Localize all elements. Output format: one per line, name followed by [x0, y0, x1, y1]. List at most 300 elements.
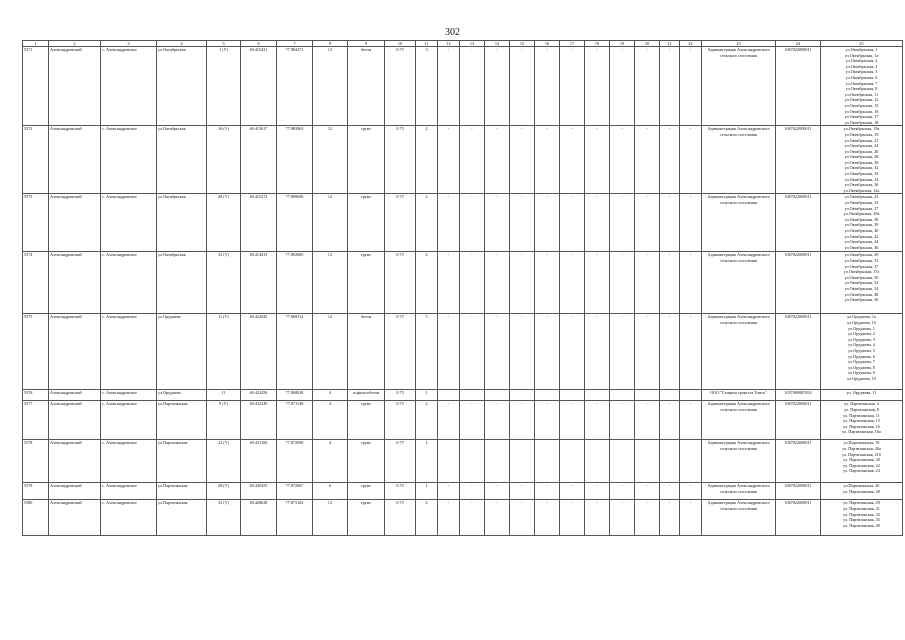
cell-inn: 1067022000011 — [776, 500, 821, 536]
cell-district: Александровский — [49, 483, 101, 500]
cell-empty: - — [635, 252, 660, 314]
cell-empty: - — [438, 500, 460, 536]
cell-vol: 0.75 — [385, 500, 416, 536]
cell-empty — [560, 390, 585, 401]
cell-house: 32 (У) — [207, 500, 241, 536]
column-number: 18 — [585, 41, 610, 47]
cell-district: Александровский — [49, 47, 101, 126]
street-address: ул.Оруджева, 9 — [848, 370, 875, 376]
cell-empty — [510, 390, 535, 401]
cell-empty — [610, 440, 635, 483]
cell-empty: - — [560, 252, 585, 314]
cell-area: 4 — [313, 440, 348, 483]
cell-empty: - — [680, 126, 702, 194]
street-address: ул. Партизанская, 4 — [844, 401, 879, 407]
table-row — [23, 314, 903, 390]
cell-empty: - — [560, 401, 585, 440]
cell-empty — [635, 390, 660, 401]
cell-lat: 60.422456 — [241, 390, 277, 401]
cell-empty: - — [635, 314, 660, 390]
cell-inn: 1067022000011 — [776, 47, 821, 126]
cell-empty: - — [485, 483, 510, 500]
street-address: ул. Партизанская, 24 — [843, 468, 880, 474]
street-address: ул.Октябрьская, 27 — [844, 205, 879, 211]
table-row — [23, 390, 903, 401]
cell-empty: - — [510, 252, 535, 314]
cell-empty: - — [535, 47, 560, 126]
street-address: ул.Октябрьская, 56 — [844, 297, 879, 303]
cell-streets — [821, 440, 903, 483]
cell-empty: - — [610, 500, 635, 536]
cell-empty: - — [560, 314, 585, 390]
column-number: 8 — [313, 41, 348, 47]
cell-vol: 0.75 — [385, 440, 416, 483]
cell-empty: - — [660, 401, 680, 440]
column-number: 25 — [821, 41, 903, 47]
cell-empty — [510, 440, 535, 483]
street-address: ул.Октябрьская, 29 — [844, 252, 879, 258]
street-address: ул.Октябрьская, 36 — [844, 182, 879, 188]
cell-empty — [438, 390, 460, 401]
cell-owner: Администрация Александровского сельского поселения — [702, 194, 776, 252]
street-address: ул.Оруджева, 8 — [848, 364, 875, 370]
cell-house: 9 (У) — [207, 401, 241, 440]
cell-empty: - — [660, 194, 680, 252]
column-number: 17 — [560, 41, 585, 47]
cell-empty: - — [535, 126, 560, 194]
cell-id: 5574 — [23, 252, 49, 314]
street-address: ул.Октябрьская, 6 — [845, 74, 878, 80]
cell-empty: - — [680, 194, 702, 252]
cell-id: 5575 — [23, 314, 49, 390]
cell-empty: - — [510, 483, 535, 500]
street-address: ул. Партизанская, 29 — [843, 500, 880, 506]
column-number: 7 — [277, 41, 313, 47]
cell-empty — [585, 390, 610, 401]
cell-empty: - — [680, 500, 702, 536]
street-address: ул.Октябрьская, 48 — [844, 291, 879, 297]
cell-empty: - — [485, 401, 510, 440]
cell-house: 11 (У) — [207, 314, 241, 390]
street-address: ул.Октябрьская, 4 — [845, 63, 878, 69]
cell-empty: - — [585, 314, 610, 390]
cell-locality: с. Александровское — [101, 314, 157, 390]
street-address: ул.Октябрьская, 33 — [844, 171, 879, 177]
cell-district: Александровский — [49, 440, 101, 483]
street-address: ул.Октябрьская, 23 — [844, 194, 879, 200]
cell-count: 1 — [416, 390, 438, 401]
cell-owner: ООО "Газпром трансгаз Томск" — [702, 390, 776, 401]
cell-inn: 1037000087654 — [776, 390, 821, 401]
cell-locality: с. Александровское — [101, 194, 157, 252]
cell-streets — [821, 500, 903, 536]
cell-empty: - — [460, 483, 485, 500]
cell-empty — [585, 440, 610, 483]
street-address: ул.Октябрьская, 12 — [844, 97, 879, 103]
cell-empty: - — [460, 500, 485, 536]
column-number: 5 — [207, 41, 241, 47]
cell-inn: 1067022000011 — [776, 126, 821, 194]
cell-streets — [821, 47, 903, 126]
cell-lon: 77.873102 — [277, 500, 313, 536]
street-address: ул.Октябрьская, 42 — [844, 233, 879, 239]
street-address: ул.Оруджева, 1б — [847, 320, 876, 326]
street-address: ул. Партизанская, 40 — [843, 522, 880, 528]
street-address: ул.Оруджева, 10 — [847, 375, 876, 381]
street-address: ул.Октябрьская, 52 — [844, 280, 879, 286]
cell-empty: - — [680, 401, 702, 440]
cell-empty: - — [535, 194, 560, 252]
cell-empty: - — [610, 483, 635, 500]
street-address: ул.Оруджева, 2 — [848, 331, 875, 337]
cell-empty: - — [680, 252, 702, 314]
cell-empty: - — [660, 483, 680, 500]
cell-area: 12 — [313, 47, 348, 126]
cell-owner: Администрация Александровского сельского поселения — [702, 252, 776, 314]
street-address: ул. Партизанская, 16a — [842, 429, 881, 435]
street-address: ул.Октябрьская, 11 — [844, 91, 879, 97]
cell-lat: 60.431106 — [241, 440, 277, 483]
street-address: ул. Партизанская, 22 — [843, 462, 880, 468]
cell-empty: - — [535, 401, 560, 440]
street-address: ул. Партизанская, 20a — [842, 446, 881, 452]
cell-empty: - — [535, 483, 560, 500]
column-number: 13 — [460, 41, 485, 47]
cell-locality: с. Александровское — [101, 390, 157, 401]
cell-area: 12 — [313, 314, 348, 390]
cell-empty — [635, 440, 660, 483]
cell-empty: - — [660, 47, 680, 126]
cell-empty: - — [485, 194, 510, 252]
cell-id: 5571 — [23, 47, 49, 126]
street-address: ул.Октябрьская, 37a — [843, 269, 880, 275]
cell-surface: грунт — [348, 194, 385, 252]
cell-count: 2 — [416, 401, 438, 440]
street-address: ул.Оруджева, 7 — [848, 359, 875, 365]
cell-vol: 0.75 — [385, 314, 416, 390]
cell-empty: - — [438, 252, 460, 314]
cell-district: Александровский — [49, 194, 101, 252]
cell-vol: 0.75 — [385, 194, 416, 252]
street-address: ул.Октябрьская, 40 — [844, 228, 879, 233]
street-address: ул.Октябрьская, 28 — [844, 154, 879, 160]
cell-empty: - — [438, 194, 460, 252]
cell-lon: 77.889696 — [277, 194, 313, 252]
page-number: 302 — [445, 27, 460, 38]
street-address: ул. Партизанская, 15 — [843, 418, 880, 424]
street-address: ул.Октябрьская, 16 — [844, 108, 879, 114]
cell-lon: 77.868028 — [277, 390, 313, 401]
column-number: 6 — [241, 41, 277, 47]
cell-empty: - — [635, 194, 660, 252]
cell-inn: 1067022000011 — [776, 401, 821, 440]
cell-empty: - — [610, 314, 635, 390]
cell-empty: - — [610, 47, 635, 126]
cell-empty: - — [680, 483, 702, 500]
cell-locality: с. Александровское — [101, 126, 157, 194]
cell-surface: бетон — [348, 47, 385, 126]
cell-empty — [680, 390, 702, 401]
street-address: ул.Октябрьская, 25 — [844, 200, 879, 206]
cell-empty: - — [560, 194, 585, 252]
street-address: ул.Оруджева, 1a — [847, 314, 876, 320]
street-address: ул.Оруджева, 6 — [848, 353, 875, 359]
street-address: ул.Оруджева, 1 — [848, 325, 875, 331]
cell-surface: грунт — [348, 252, 385, 314]
cell-district: Александровский — [49, 401, 101, 440]
street-address: ул.Октябрьская, 1a — [844, 52, 879, 58]
cell-empty: - — [510, 47, 535, 126]
cell-inn: 1067022000011 — [776, 314, 821, 390]
column-number: 11 — [416, 41, 438, 47]
street-address: ул.Оруджева, 4 — [848, 342, 875, 348]
cell-lon: 77.872090 — [277, 440, 313, 483]
street-address: ул. Партизанская, 16 — [843, 423, 880, 429]
cell-empty — [660, 390, 680, 401]
street-address: ул.Октябрьская, 46 — [844, 244, 879, 250]
cell-owner: Администрация Александровского сельского поселения — [702, 483, 776, 500]
street-address: ул.Октябрьская, 54 — [844, 286, 879, 291]
cell-district: Александровский — [49, 314, 101, 390]
registry-table — [22, 40, 903, 536]
cell-empty: - — [510, 194, 535, 252]
cell-empty: - — [438, 126, 460, 194]
cell-empty: - — [560, 483, 585, 500]
cell-area: 6 — [313, 483, 348, 500]
cell-locality: с. Александровское — [101, 401, 157, 440]
street-address: ул.Октябрьская, 31 — [844, 258, 879, 264]
column-number: 1 — [23, 41, 49, 47]
table-row — [23, 194, 903, 252]
street-address: ул.Октябрьская, 2 — [845, 58, 878, 64]
cell-empty: - — [585, 500, 610, 536]
cell-empty: - — [635, 47, 660, 126]
cell-empty — [560, 440, 585, 483]
cell-house: 28 (У) — [207, 483, 241, 500]
cell-id: 5572 — [23, 126, 49, 194]
street-address: ул.Партизанская, 26 — [843, 483, 880, 489]
cell-street: ул.Партизанская — [157, 483, 207, 500]
street-address: ул.Октябрьская, 19 — [844, 131, 879, 137]
cell-empty: - — [438, 314, 460, 390]
cell-lat: 60.432349 — [241, 401, 277, 440]
cell-house: 28 (У) — [207, 194, 241, 252]
cell-streets — [821, 483, 903, 500]
cell-empty: - — [438, 401, 460, 440]
column-number: 12 — [438, 41, 460, 47]
cell-empty: - — [460, 47, 485, 126]
cell-empty: - — [438, 483, 460, 500]
cell-id: 5576 — [23, 390, 49, 401]
street-address: ул.Октябрьская, 29a — [843, 211, 880, 217]
cell-empty — [438, 440, 460, 483]
cell-empty: - — [585, 483, 610, 500]
street-address: ул.Оруджева, 3 — [848, 336, 875, 342]
column-number: 14 — [485, 41, 510, 47]
cell-street: ул.Оруджева — [157, 390, 207, 401]
cell-house: 16 (У) — [207, 126, 241, 194]
column-number: 16 — [535, 41, 560, 47]
cell-count: 2 — [416, 126, 438, 194]
cell-house: 1 (У) — [207, 47, 241, 126]
street-address: ул.Октябрьская, 12a — [843, 187, 880, 193]
street-address: ул. Оруджева, 11 — [846, 390, 877, 396]
cell-empty: - — [535, 500, 560, 536]
cell-street: ул.Партизанская — [157, 500, 207, 536]
table-row — [23, 440, 903, 483]
column-number: 15 — [510, 41, 535, 47]
cell-empty — [535, 440, 560, 483]
cell-count: 2 — [416, 194, 438, 252]
table-row — [23, 126, 903, 194]
cell-lon: 77.884471 — [277, 47, 313, 126]
street-address: ул.Октябрьская, 8 — [845, 86, 878, 92]
street-address: ул.Октябрьская, 15 — [844, 102, 879, 108]
cell-count: 5 — [416, 314, 438, 390]
cell-empty: - — [585, 401, 610, 440]
cell-id: 5578 — [23, 440, 49, 483]
column-number: 19 — [610, 41, 635, 47]
cell-street: ул.Партизанская — [157, 401, 207, 440]
cell-district: Александровский — [49, 390, 101, 401]
cell-surface: грунт — [348, 483, 385, 500]
cell-empty: - — [635, 500, 660, 536]
cell-empty: - — [660, 314, 680, 390]
cell-id: 5580 — [23, 500, 49, 536]
cell-empty: - — [535, 314, 560, 390]
cell-surface: грунт — [348, 440, 385, 483]
cell-empty: - — [510, 401, 535, 440]
cell-empty — [460, 440, 485, 483]
cell-area: 12 — [313, 252, 348, 314]
column-number: 2 — [49, 41, 101, 47]
street-address: ул.Октябрьская, 26 — [844, 148, 879, 154]
cell-empty — [485, 440, 510, 483]
cell-area: 4 — [313, 390, 348, 401]
street-address: ул.Октябрьская, 44 — [844, 239, 879, 245]
street-address: ул.Октябрьская, 34 — [844, 176, 879, 182]
cell-empty: - — [485, 252, 510, 314]
cell-id: 5577 — [23, 401, 49, 440]
cell-empty: - — [460, 252, 485, 314]
cell-empty — [680, 440, 702, 483]
cell-streets — [821, 314, 903, 390]
street-address: ул. Партизанская, 28 — [843, 489, 880, 495]
cell-streets — [821, 194, 903, 252]
cell-streets — [821, 252, 903, 314]
street-address: ул.Октябрьская, 1 — [845, 47, 878, 52]
cell-surface: грунт — [348, 401, 385, 440]
cell-lat: 60.415272 — [241, 194, 277, 252]
street-address: ул. Партизанская, 35 — [843, 517, 880, 523]
cell-empty: - — [485, 47, 510, 126]
cell-owner: Администрация Александровского сельского поселения — [702, 500, 776, 536]
cell-lat: 60.422045 — [241, 314, 277, 390]
cell-locality: с. Александровское — [101, 47, 157, 126]
cell-empty: - — [660, 252, 680, 314]
column-number: 20 — [635, 41, 660, 47]
street-address: ул.Партизанская, 19 — [843, 440, 880, 446]
cell-empty: - — [610, 252, 635, 314]
street-address: ул.Октябрьская, 37 — [844, 263, 879, 269]
street-address: ул.Октябрьская, 24 — [844, 143, 879, 149]
cell-empty: - — [610, 126, 635, 194]
cell-lat: 60.430455 — [241, 483, 277, 500]
column-number: 9 — [348, 41, 385, 47]
street-address: ул.Октябрьская, 32 — [844, 165, 879, 171]
cell-empty: - — [510, 126, 535, 194]
cell-inn: 1067022000011 — [776, 483, 821, 500]
cell-lat: 60.415617 — [241, 126, 277, 194]
cell-empty: - — [585, 47, 610, 126]
cell-street: ул.Октябрьская — [157, 194, 207, 252]
cell-surface: бетон — [348, 314, 385, 390]
cell-lat: 60.428628 — [241, 500, 277, 536]
cell-inn: 1067022000011 — [776, 440, 821, 483]
cell-empty: - — [635, 401, 660, 440]
street-address: ул. Партизанская, 21б — [842, 451, 881, 457]
column-number: 4 — [157, 41, 207, 47]
cell-empty — [460, 390, 485, 401]
cell-empty: - — [680, 47, 702, 126]
street-address: ул. Партизанская, 32 — [843, 511, 880, 517]
cell-count: 2 — [416, 500, 438, 536]
street-address: ул.Октябрьская, 18 — [844, 119, 879, 125]
cell-area: 12 — [313, 500, 348, 536]
cell-district: Александровский — [49, 500, 101, 536]
street-address: ул.Октябрьская, 19a — [843, 126, 880, 132]
cell-empty: - — [460, 194, 485, 252]
cell-street: ул.Партизанская — [157, 440, 207, 483]
column-number: 10 — [385, 41, 416, 47]
cell-empty: - — [585, 252, 610, 314]
cell-empty: - — [438, 47, 460, 126]
cell-empty: - — [460, 126, 485, 194]
cell-empty: - — [510, 500, 535, 536]
column-number: 24 — [776, 41, 821, 47]
cell-street: ул.Октябрьская — [157, 47, 207, 126]
cell-streets — [821, 126, 903, 194]
cell-vol: 0.75 — [385, 47, 416, 126]
cell-empty: - — [585, 194, 610, 252]
cell-streets — [821, 401, 903, 440]
cell-id: 5573 — [23, 194, 49, 252]
cell-district: Александровский — [49, 126, 101, 194]
cell-empty: - — [660, 500, 680, 536]
cell-empty: - — [635, 483, 660, 500]
cell-empty: - — [560, 500, 585, 536]
column-number: 23 — [702, 41, 776, 47]
street-address: ул. Партизанская, 8 — [844, 407, 879, 413]
cell-empty — [485, 390, 510, 401]
cell-empty: - — [510, 314, 535, 390]
cell-empty: - — [560, 47, 585, 126]
cell-inn: 1067022000011 — [776, 252, 821, 314]
cell-lon: 77.868314 — [277, 314, 313, 390]
cell-owner: Администрация Александровского сельского поселения — [702, 126, 776, 194]
cell-district: Александровский — [49, 252, 101, 314]
cell-locality: с. Александровское — [101, 500, 157, 536]
street-address: ул.Оруджева, 5 — [848, 348, 875, 353]
cell-owner: Администрация Александровского сельского поселения — [702, 401, 776, 440]
street-address: ул.Октябрьская, 17 — [844, 114, 879, 120]
street-address: ул.Октябрьская, 5 — [845, 69, 878, 75]
cell-inn: 1067022000011 — [776, 194, 821, 252]
table-row — [23, 47, 903, 126]
street-address: ул. Партизанская, 11 — [843, 412, 880, 418]
street-address: ул. Партизанская, 31 — [843, 506, 880, 512]
cell-vol: 0.75 — [385, 483, 416, 500]
